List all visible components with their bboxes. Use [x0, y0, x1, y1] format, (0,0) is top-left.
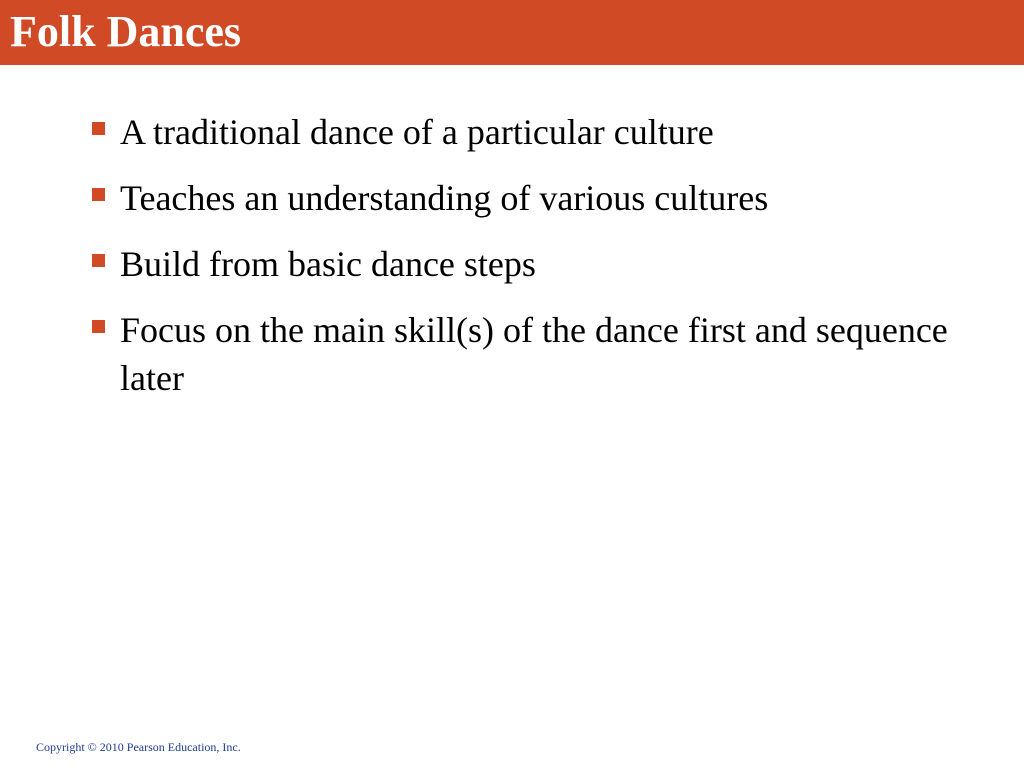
bullet-text: Build from basic dance steps: [120, 244, 536, 284]
bullet-text: Teaches an understanding of various cultures: [120, 178, 769, 218]
bullet-item: [90, 108, 970, 156]
square-bullet-icon: [92, 122, 105, 135]
bullet-item: [90, 174, 970, 222]
square-bullet-icon: [92, 320, 105, 333]
copyright-footer: Copyright © 2010 Pearson Education, Inc.: [36, 740, 241, 754]
square-bullet-icon: [92, 254, 105, 267]
slide-title: Folk Dances: [10, 7, 241, 56]
bullet-item: [90, 240, 970, 288]
bullet-text: Focus on the main skill(s) of the dance first and sequence later: [120, 310, 948, 398]
title-bar: [0, 0, 1024, 65]
bullet-text: A traditional dance of a particular culture: [120, 112, 714, 152]
square-bullet-icon: [92, 188, 105, 201]
bullet-item: [90, 306, 970, 402]
bullet-list: [90, 108, 970, 420]
